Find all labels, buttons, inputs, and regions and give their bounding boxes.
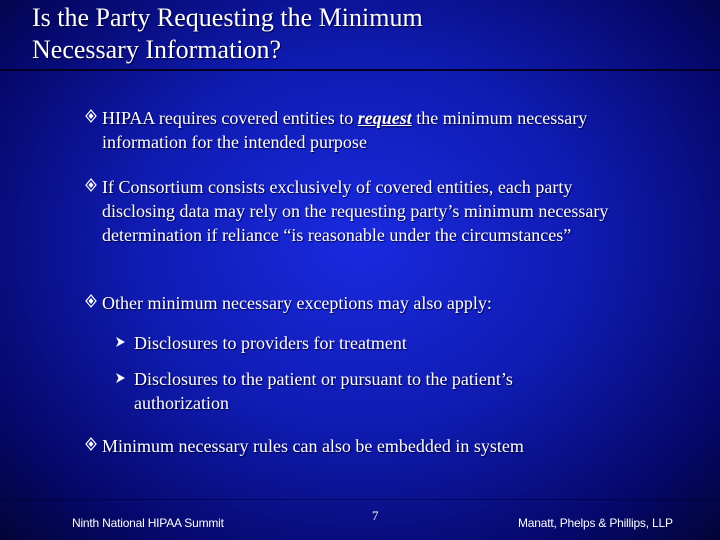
sub-bullet-1-text: Disclosures to providers for treatment <box>134 333 407 353</box>
sub-bullet-2-text: Disclosures to the patient or pursuant to the patient’s authorization <box>134 369 513 413</box>
bullet-2-text: If Consortium consists exclusively of covered entities, each party disclosing data may rely on the requesting party’s minimum necessary determination if reliance “is reasonable under the circumstances” <box>102 177 609 245</box>
diamond-bullet-icon <box>84 178 98 192</box>
footer-divider <box>0 499 720 500</box>
arrowhead-bullet-icon <box>114 336 126 348</box>
diamond-bullet-icon <box>84 109 98 123</box>
bullet-4-text: Minimum necessary rules can also be embedded in system <box>102 436 524 456</box>
footer-conference: Ninth National HIPAA Summit <box>72 516 224 530</box>
diamond-bullet-icon <box>84 294 98 308</box>
diamond-bullet-icon <box>84 437 98 451</box>
arrowhead-bullet-icon <box>114 372 126 384</box>
slide-title-line-2: Necessary Information? <box>32 35 282 64</box>
footer-page-number: 7 <box>372 508 379 523</box>
slide-title-line-1: Is the Party Requesting the Minimum <box>32 3 423 32</box>
bullet-1-text-post: the minimum necessary information for the intended purpose <box>102 108 588 152</box>
footer-firm: Manatt, Phelps & Phillips, LLP <box>518 516 673 530</box>
title-divider <box>0 69 720 71</box>
bullet-1-text-pre: HIPAA requires covered entities to <box>102 108 358 128</box>
bullet-1-text <box>102 106 662 154</box>
bullet-3-text: Other minimum necessary exceptions may also apply: <box>102 293 492 313</box>
bullet-1-emphasis: request <box>357 108 412 128</box>
slide-title <box>32 2 692 66</box>
